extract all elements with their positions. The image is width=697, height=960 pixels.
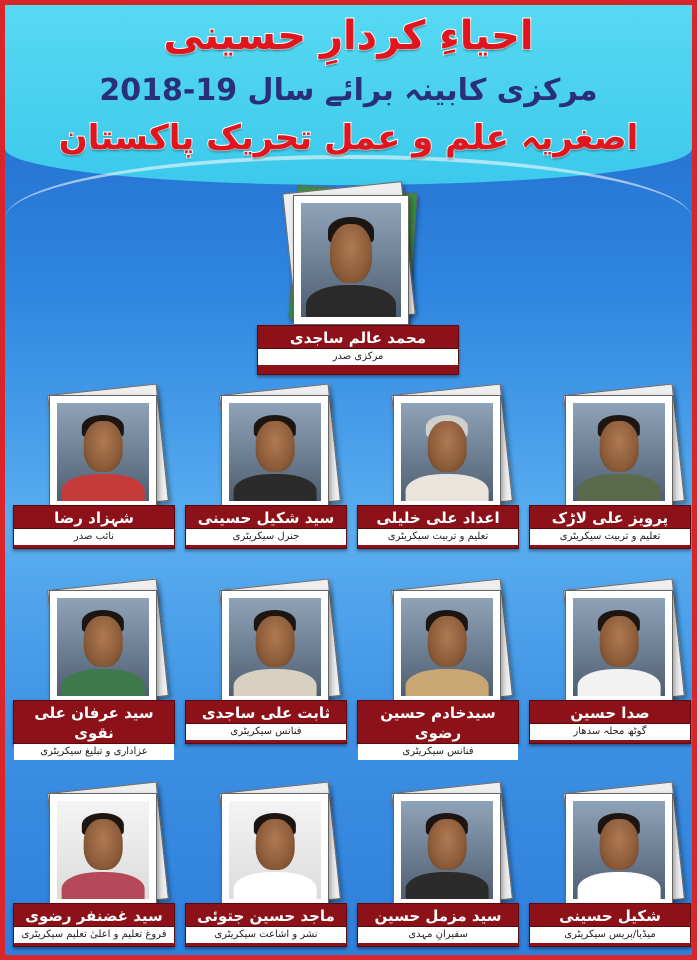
- member-name: پرویز علی لاڑک: [551, 509, 669, 527]
- member-photo: [401, 403, 493, 501]
- member-role: جنرل سیکریٹری: [186, 528, 346, 545]
- member-label: [185, 505, 347, 549]
- member-card: [185, 783, 345, 948]
- member-card: [529, 385, 689, 550]
- member-label: [529, 903, 691, 947]
- member-card: [529, 580, 689, 745]
- member-card: [357, 783, 517, 948]
- member-photo: [229, 801, 321, 899]
- member-name: صدا حسین: [570, 704, 650, 722]
- member-card: [357, 580, 517, 757]
- member-role: عزاداری و تبلیغ سیکریٹری: [14, 743, 174, 760]
- leader-name: محمد عالم ساجدی: [289, 329, 427, 347]
- member-photo: [57, 598, 149, 696]
- member-card: [357, 385, 517, 550]
- member-card: [13, 385, 173, 550]
- member-label: [357, 903, 519, 947]
- member-photo-frame: [221, 793, 329, 907]
- member-photo: [57, 403, 149, 501]
- member-photo: [229, 403, 321, 501]
- member-name: سیدخادم حسین رضوی: [380, 704, 496, 742]
- member-card: [13, 580, 173, 757]
- poster-title: احیاءِ کردارِ حسینی: [163, 13, 534, 59]
- member-name: سید مزمل حسین: [374, 907, 502, 925]
- member-photo: [573, 403, 665, 501]
- member-role: سفیرانِ مہدی: [358, 926, 518, 943]
- leader-card: [287, 185, 427, 380]
- member-photo-frame: [565, 590, 673, 704]
- member-label: [357, 700, 519, 757]
- member-label: [529, 505, 691, 549]
- poster-subtitle: مرکزی کابینہ برائے سال 19-2018: [99, 73, 598, 108]
- member-role: نشر و اشاعت سیکریٹری: [186, 926, 346, 943]
- member-name: سید عرفان علی نقوی: [34, 704, 154, 742]
- member-label: [185, 700, 347, 744]
- member-label: [13, 505, 175, 549]
- member-label: [13, 700, 175, 757]
- member-photo: [573, 598, 665, 696]
- member-name: اعداد علی خلیلی: [376, 509, 500, 527]
- member-role: فنانس سیکریٹری: [186, 723, 346, 740]
- member-label: [529, 700, 691, 744]
- member-name: ثابت علی ساجدی: [201, 704, 331, 722]
- leader-photo-frame: [293, 195, 409, 325]
- member-photo-frame: [221, 590, 329, 704]
- member-label: [357, 505, 519, 549]
- member-photo: [401, 598, 493, 696]
- member-photo-frame: [565, 395, 673, 509]
- member-name: سید شکیل حسینی: [197, 509, 335, 527]
- organization-name: اصغریہ علم و عمل تحریک پاکستان: [58, 118, 639, 158]
- member-photo: [229, 598, 321, 696]
- member-label: [185, 903, 347, 947]
- member-name: ماجد حسین جتوئی: [197, 907, 335, 925]
- member-role: تعلیم و تربیت سیکریٹری: [358, 528, 518, 545]
- member-card: [185, 580, 345, 745]
- member-photo-frame: [49, 395, 157, 509]
- member-role: میڈیا/پریس سیکریٹری: [530, 926, 690, 943]
- member-photo-frame: [393, 395, 501, 509]
- member-photo-frame: [393, 590, 501, 704]
- member-photo-frame: [565, 793, 673, 907]
- member-photo-frame: [221, 395, 329, 509]
- leader-label: [257, 325, 459, 375]
- member-role: فروغ تعلیم و اعلیٰ تعلیم سیکریٹری: [14, 926, 174, 943]
- member-role: تعلیم و تربیت سیکریٹری: [530, 528, 690, 545]
- member-role: فنانس سیکریٹری: [358, 743, 518, 760]
- member-name: شہزاد رضا: [54, 509, 134, 527]
- member-role: گوٹھ محلہ سدھار: [530, 723, 690, 740]
- member-photo: [401, 801, 493, 899]
- member-photo: [573, 801, 665, 899]
- member-card: [185, 385, 345, 550]
- member-name: شکیل حسینی: [559, 907, 661, 925]
- member-card: [13, 783, 173, 948]
- member-label: [13, 903, 175, 947]
- member-role: نائب صدر: [14, 528, 174, 545]
- member-photo-frame: [49, 793, 157, 907]
- member-name: سید غضنفر رضوی: [25, 907, 163, 925]
- member-photo: [57, 801, 149, 899]
- leader-photo: [301, 203, 401, 317]
- member-card: [529, 783, 689, 948]
- leader-role: مرکزی صدر: [258, 348, 458, 365]
- member-photo-frame: [49, 590, 157, 704]
- member-photo-frame: [393, 793, 501, 907]
